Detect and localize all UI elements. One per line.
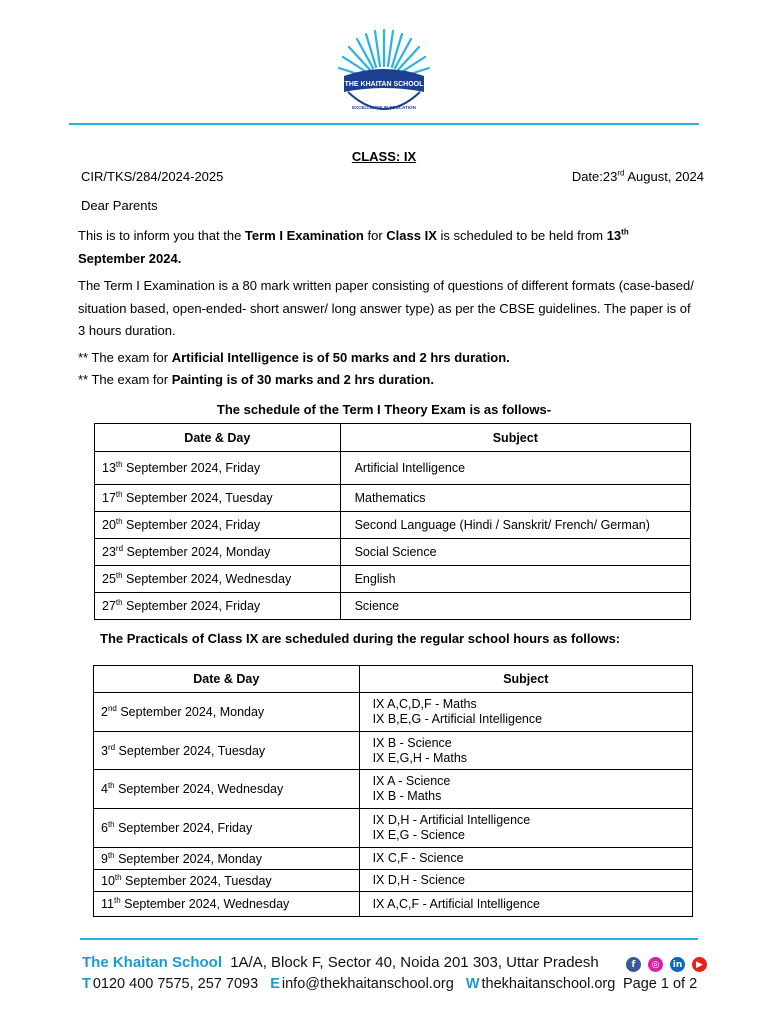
table-header-row — [95, 424, 691, 452]
practical-subjects: IX B - Science IX E,G,H - Maths — [359, 732, 692, 770]
exam-subject: Second Language (Hindi / Sanskrit/ French/ German) — [340, 512, 690, 539]
table-row — [95, 512, 691, 539]
circular-reference: CIR/TKS/284/2024-2025 — [81, 169, 224, 184]
social-links — [626, 957, 707, 972]
exam-date: 20th September 2024, Friday — [95, 512, 341, 539]
table-row — [94, 732, 693, 770]
practical-date: 11th September 2024, Wednesday — [94, 892, 360, 917]
practical-date: 3rd September 2024, Tuesday — [94, 732, 360, 770]
practical-date: 4th September 2024, Wednesday — [94, 770, 360, 809]
practical-subjects: IX C,F - Science — [359, 848, 692, 870]
column-header-subject: Subject — [359, 666, 692, 693]
footer-website-link[interactable]: thekhaitanschool.org — [481, 976, 616, 992]
exam-date: 25th September 2024, Wednesday — [95, 566, 341, 593]
practical-subjects: IX D,H - Artificial Intelligence IX E,G - Science — [359, 809, 692, 848]
table-row — [94, 809, 693, 848]
column-header-date: Date & Day — [94, 666, 360, 693]
svg-text:EXCELLENCE IN EDUCATION: EXCELLENCE IN EDUCATION — [352, 105, 416, 110]
svg-text:THE KHAITAN SCHOOL: THE KHAITAN SCHOOL — [344, 81, 424, 88]
table-header-row — [94, 666, 693, 693]
practical-subjects: IX D,H - Science — [359, 870, 692, 892]
practical-subjects: IX A,C,D,F - Maths IX B,E,G - Artificial Intelligence — [359, 693, 692, 732]
circular-date: Date:23rd August, 2024 — [571, 168, 704, 184]
table-row — [95, 485, 691, 512]
table-row — [94, 770, 693, 809]
table-row — [94, 693, 693, 732]
youtube-icon[interactable]: ▶ — [692, 957, 707, 972]
footer-address: 1A/A, Block F, Sector 40, Noida 201 303, Uttar Pradesh — [230, 954, 599, 971]
practical-subjects: IX A - Science IX B - Maths — [359, 770, 692, 809]
practicals-title: The Practicals of Class IX are scheduled during the regular school hours as follows: — [100, 631, 621, 646]
table-row — [95, 566, 691, 593]
practicals-schedule-table — [93, 665, 693, 917]
exam-date: 13th September 2024, Friday — [95, 452, 341, 485]
school-logo — [334, 26, 434, 122]
column-header-subject: Subject — [340, 424, 690, 452]
exam-date: 27th September 2024, Friday — [95, 593, 341, 620]
exam-date: 23rd September 2024, Monday — [95, 539, 341, 566]
table-row — [94, 848, 693, 870]
table-row — [95, 452, 691, 485]
practical-subjects: IX A,C,F - Artificial Intelligence — [359, 892, 692, 917]
exam-date: 17th September 2024, Tuesday — [95, 485, 341, 512]
footer-divider — [80, 938, 698, 940]
practical-date: 10th September 2024, Tuesday — [94, 870, 360, 892]
note-painting: ** The exam for Painting is of 30 marks and 2 hrs duration. — [78, 372, 434, 387]
exam-subject: English — [340, 566, 690, 593]
practical-date: 6th September 2024, Friday — [94, 809, 360, 848]
footer-email-link[interactable]: info@thekhaitanschool.org — [281, 976, 454, 992]
table-row — [95, 539, 691, 566]
exam-subject: Mathematics — [340, 485, 690, 512]
header-divider — [69, 123, 699, 125]
linkedin-icon[interactable]: in — [670, 957, 685, 972]
practical-date: 2nd September 2024, Monday — [94, 693, 360, 732]
table-row — [94, 870, 693, 892]
exam-subject: Artificial Intelligence — [340, 452, 690, 485]
footer-address-line — [82, 954, 599, 971]
column-header-date: Date & Day — [95, 424, 341, 452]
practical-date: 9th September 2024, Monday — [94, 848, 360, 870]
exam-subject: Science — [340, 593, 690, 620]
note-ai: ** The exam for Artificial Intelligence is of 50 marks and 2 hrs duration. — [78, 350, 510, 365]
theory-schedule-table — [94, 423, 691, 620]
footer-phone: 0120 400 7575, 257 7093 — [92, 976, 259, 992]
page-number: Page 1 of 2 — [623, 976, 698, 992]
class-title: CLASS: IX — [351, 149, 417, 164]
footer-contact-line: T 0120 400 7575, 257 7093 E info@thekhaitanschool.org W thekhaitanschool.org — [82, 976, 616, 992]
footer-school-name: The Khaitan School — [82, 954, 223, 971]
exam-subject: Social Science — [340, 539, 690, 566]
table-row — [94, 892, 693, 917]
schedule-title: The schedule of the Term I Theory Exam is as follows- — [216, 402, 552, 417]
greeting: Dear Parents — [81, 198, 158, 213]
exam-description: The Term I Examination is a 80 mark written paper consisting of questions of different formats (case-based/ situation based, open-ended- short answer/ long answer type) as per the CBSE guidelines. The paper is of 3 hours duration. — [78, 278, 694, 338]
table-row — [95, 593, 691, 620]
facebook-icon[interactable]: f — [626, 957, 641, 972]
instagram-icon[interactable]: ◎ — [648, 957, 663, 972]
intro-paragraph: This is to inform you that the Term I Examination for Class IX is scheduled to be held from 13th September 2024. — [78, 227, 629, 266]
